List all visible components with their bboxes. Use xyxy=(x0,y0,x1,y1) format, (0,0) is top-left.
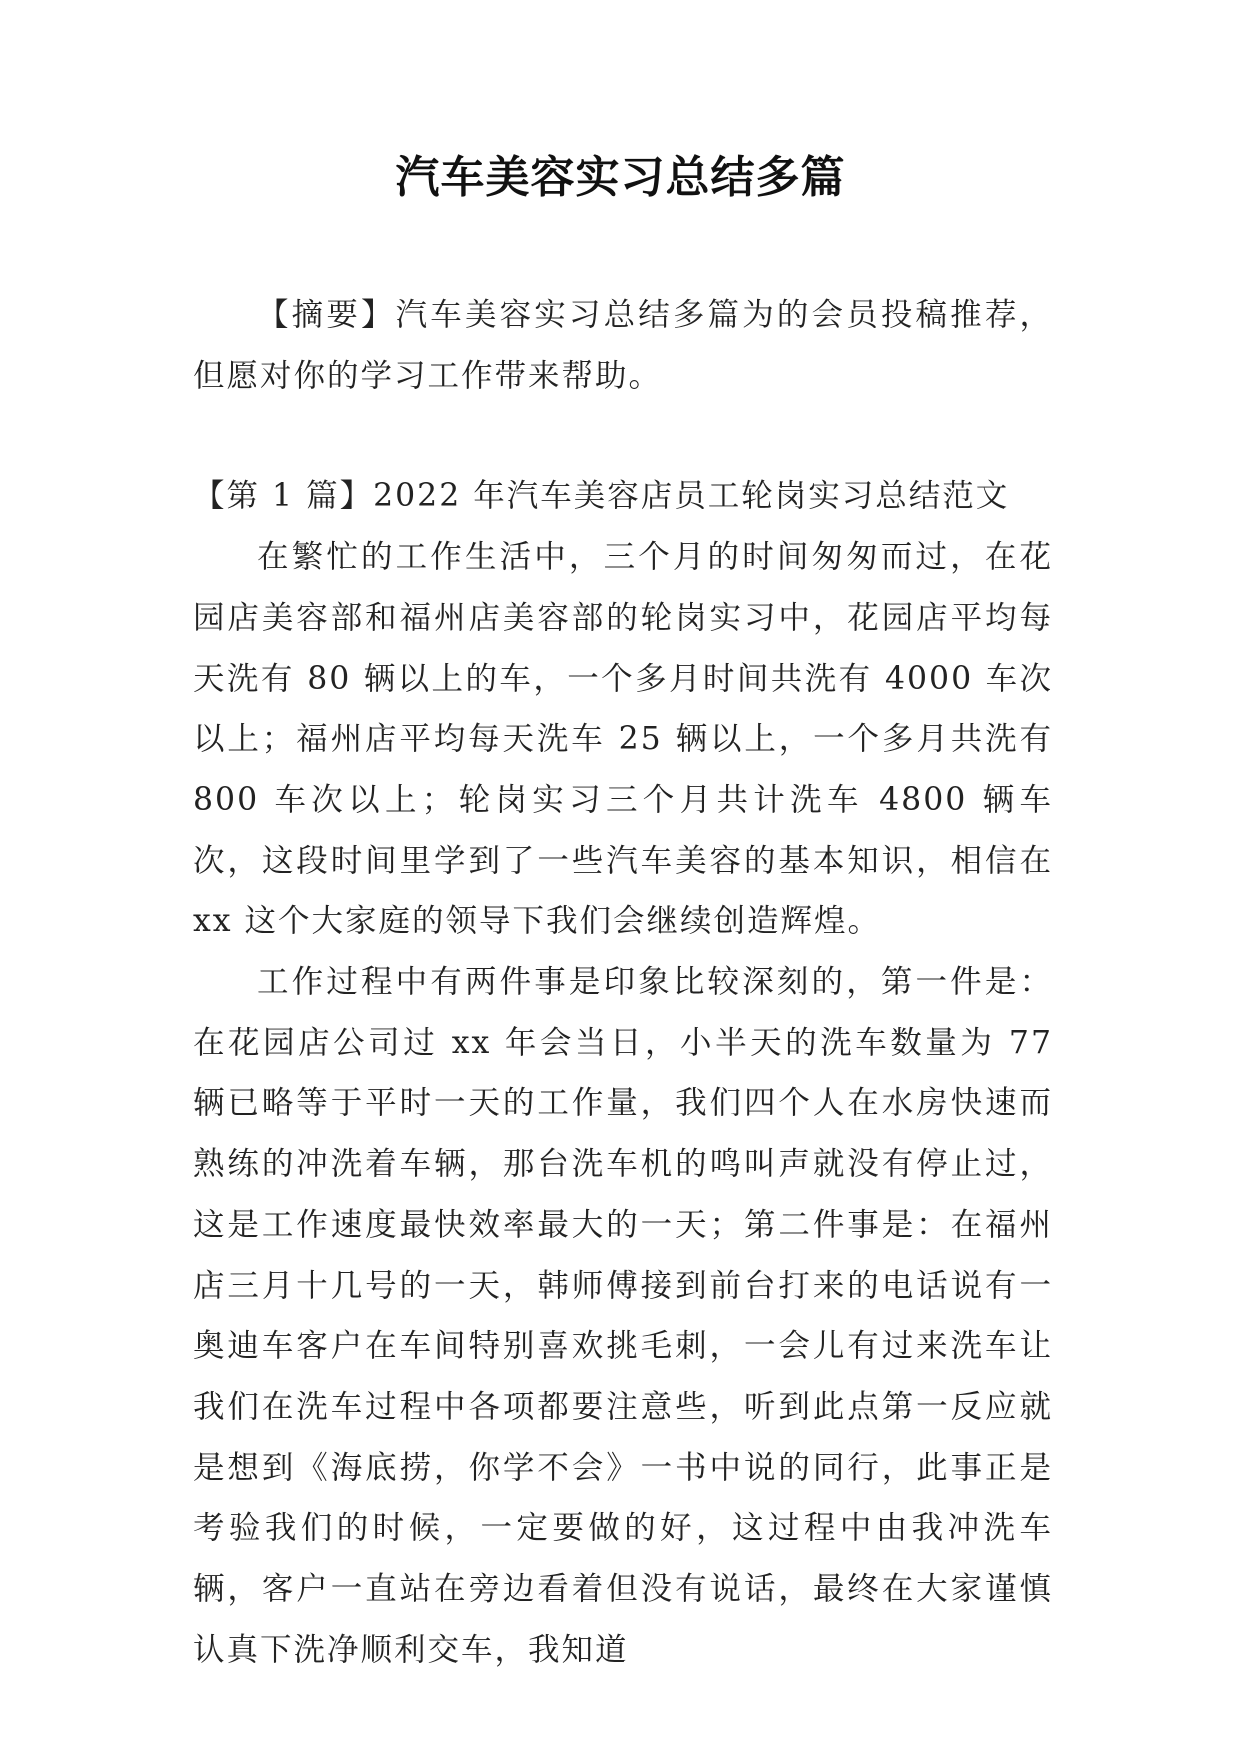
summary-paragraph: 【摘要】汽车美容实习总结多篇为的会员投稿推荐，但愿对你的学习工作带来帮助。 xyxy=(193,297,1053,394)
document-body xyxy=(193,285,1053,1680)
section-heading: 【第 1 篇】2022 年汽车美容店员工轮岗实习总结范文 xyxy=(193,478,1010,515)
body-paragraph-1: 在繁忙的工作生活中，三个月的时间匆匆而过，在花园店美容部和福州店美容部的轮岗实习中，花园店平均每天洗有 80 辆以上的车，一个多月时间共洗有 4000 车次以上；福州店平均每天洗车 25 辆以上，一个多月共洗有 800 车次以上；轮岗实习三个月共计洗车 4800 辆车次，这段时间里学到了一些汽车美容的基本知识，相信在 xx 这个大家庭的领导下我们会继续创造辉煌。 xyxy=(193,539,1053,940)
document-title: 汽车美容实习总结多篇 xyxy=(395,152,846,203)
body-paragraph-2: 工作过程中有两件事是印象比较深刻的，第一件是：在花园店公司过 xx 年会当日，小半天的洗车数量为 77 辆已略等于平时一天的工作量，我们四个人在水房快速而熟练的冲洗着车辆，那台洗车机的鸣叫声就没有停止过，这是工作速度最快效率最大的一天；第二件事是：在福州店三月十几号的一天，韩师傅接到前台打来的电话说有一奥迪车客户在车间特别喜欢挑毛刺，一会儿有过来洗车让我们在洗车过程中各项都要注意些，听到此点第一反应就是想到《海底捞，你学不会》一书中说的同行，此事正是考验我们的时候，一定要做的好，这过程中由我冲洗车辆，客户一直站在旁边看着但没有说话，最终在大家谨慎认真下洗净顺利交车，我知道 xyxy=(193,964,1053,1668)
